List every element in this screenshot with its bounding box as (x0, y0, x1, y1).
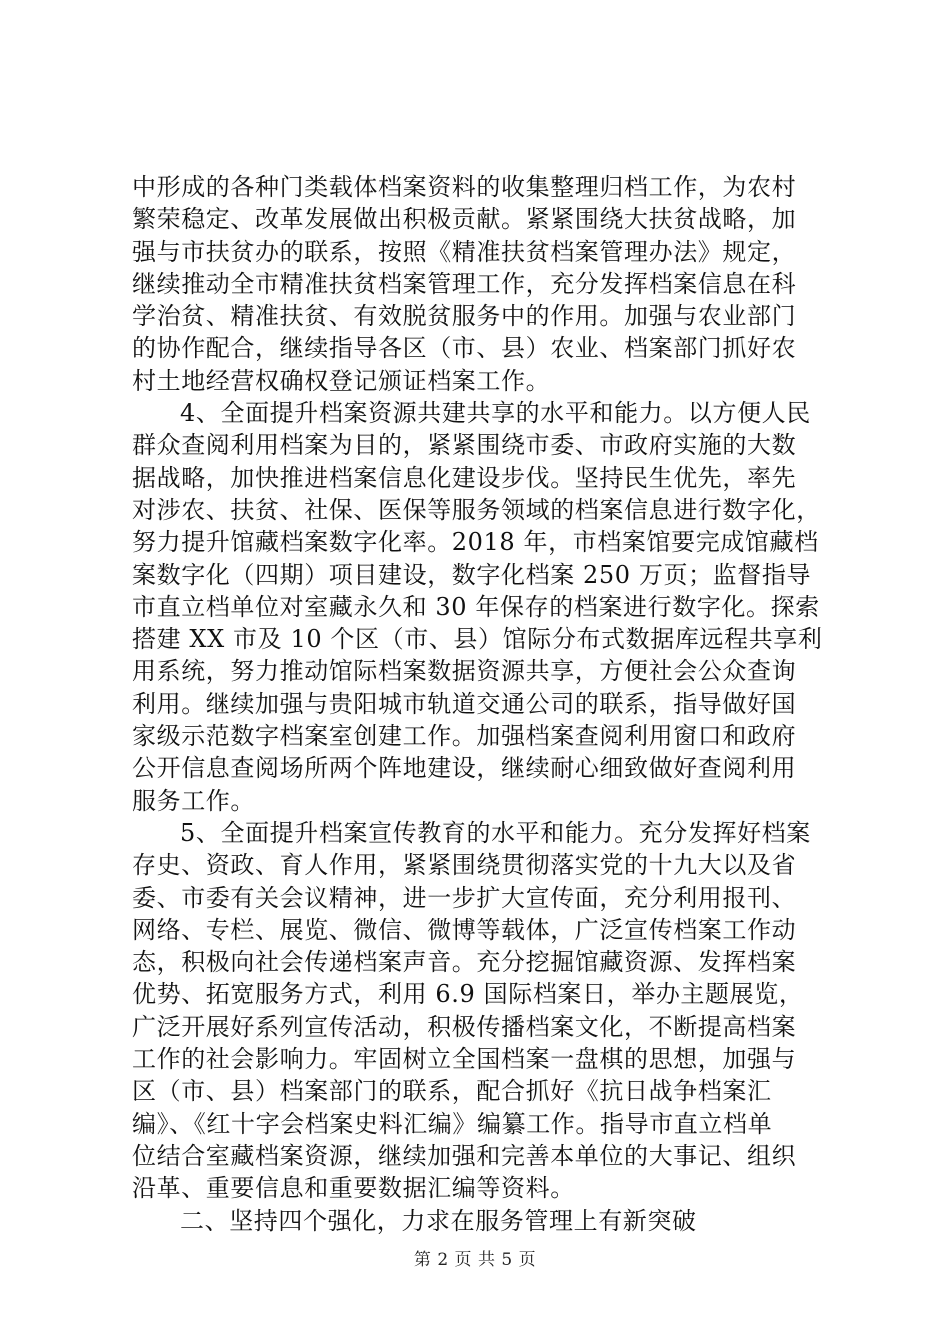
paragraph (132, 397, 832, 817)
text-line: 继续推动全市精准扶贫档案管理工作，充分发挥档案信息在科 (132, 269, 797, 298)
text-line: 5、全面提升档案宣传教育的水平和能力。充分发挥好档案 (180, 818, 811, 847)
text-line: 搭建 XX 市及 10 个区（市、县）馆际分布式数据库远程共享利 (132, 625, 823, 654)
text-line: 4、全面提升档案资源共建共享的水平和能力。以方便人民 (180, 399, 811, 428)
text-line: 工作的社会影响力。牢固树立全国档案一盘棋的思想，加强与 (132, 1045, 797, 1074)
text-line: 位结合室藏档案资源，继续加强和完善本单位的大事记、组织 (132, 1141, 797, 1170)
text-line: 编》、《红十字会档案史料汇编》编纂工作。指导市直立档单 (132, 1109, 773, 1138)
paragraph (132, 171, 832, 397)
text-line: 存史、资政、育人作用，紧紧围绕贯彻落实党的十九大以及省 (132, 851, 797, 880)
text-line: 网络、专栏、展览、微信、微博等载体，广泛宣传档案工作动 (132, 915, 797, 944)
text-line: 学治贫、精准扶贫、有效脱贫服务中的作用。加强与农业部门 (132, 302, 797, 331)
text-line: 努力提升馆藏档案数字化率。2018 年，市档案馆要完成馆藏档 (132, 528, 819, 557)
text-line: 用系统，努力推动馆际档案数据资源共享，方便社会公众查询 (132, 657, 797, 686)
document-body (132, 171, 832, 1237)
text-line: 繁荣稳定、改革发展做出积极贡献。紧紧围绕大扶贫战略，加 (132, 205, 797, 234)
text-line: 委、市委有关会议精神，进一步扩大宣传面，充分利用报刊、 (132, 883, 797, 912)
page-footer: 第 2 页 共 5 页 (413, 1250, 537, 1270)
text-line: 村土地经营权确权登记颁证档案工作。 (132, 366, 551, 395)
text-line: 区（市、县）档案部门的联系，配合抓好《抗日战争档案汇 (132, 1077, 772, 1106)
text-line: 家级示范数字档案室创建工作。加强档案查阅利用窗口和政府 (132, 722, 797, 751)
text-line: 据战略，加快推进档案信息化建设步伐。坚持民生优先，率先 (132, 463, 797, 492)
text-line: 市直立档单位对室藏永久和 30 年保存的档案进行数字化。探索 (132, 592, 820, 621)
text-line: 案数字化（四期）项目建设，数字化档案 250 万页；监督指导 (132, 560, 812, 589)
text-line: 广泛开展好系列宣传活动，积极传播档案文化，不断提高档案 (132, 1012, 797, 1041)
text-line: 优势、拓宽服务方式，利用 6.9 国际档案日，举办主题展览， (132, 980, 804, 1009)
text-line: 公开信息查阅场所两个阵地建设，继续耐心细致做好查阅利用 (132, 754, 797, 783)
text-line: 的协作配合，继续指导各区（市、县）农业、档案部门抓好农 (132, 334, 797, 363)
text-line: 利用。继续加强与贵阳城市轨道交通公司的联系，指导做好国 (132, 689, 797, 718)
paragraph (132, 1205, 832, 1237)
text-line: 二、坚持四个强化，力求在服务管理上有新突破 (180, 1206, 697, 1235)
paragraph (132, 817, 832, 1205)
text-line: 中形成的各种门类载体档案资料的收集整理归档工作，为农村 (132, 173, 797, 201)
text-line: 群众查阅利用档案为目的，紧紧围绕市委、市政府实施的大数 (132, 431, 797, 460)
text-line: 沿革、重要信息和重要数据汇编等资料。 (132, 1174, 575, 1203)
text-line: 对涉农、扶贫、社保、医保等服务领域的档案信息进行数字化， (132, 495, 821, 524)
text-line: 强与市扶贫办的联系，按照《精准扶贫档案管理办法》规定， (132, 237, 797, 266)
text-line: 服务工作。 (132, 786, 255, 815)
text-line: 态，积极向社会传递档案声音。充分挖掘馆藏资源、发挥档案 (132, 948, 797, 977)
